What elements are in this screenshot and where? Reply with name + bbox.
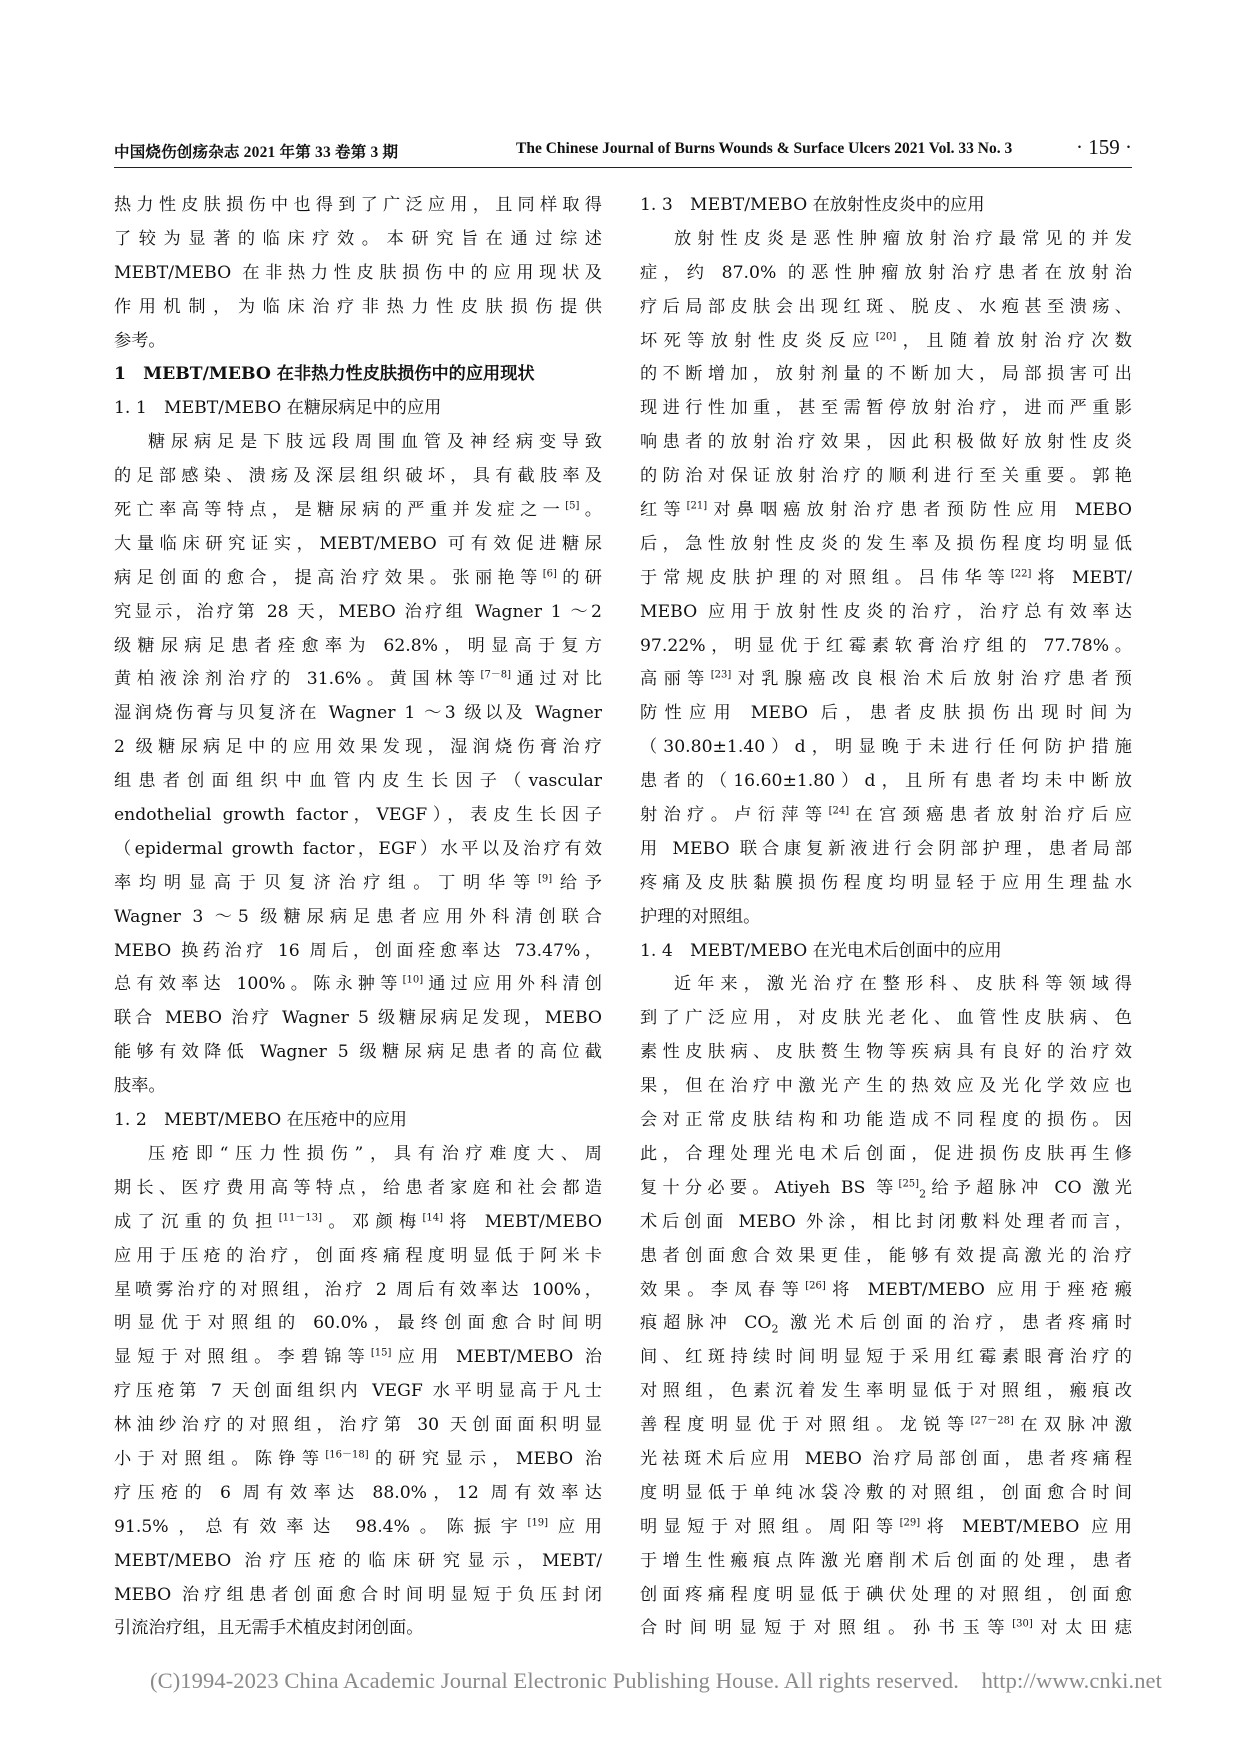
line-text: 红等	[640, 500, 687, 521]
line-text: 通过应用外科清创	[423, 974, 602, 995]
line-text: 应用于压疮的治疗，创面疼痛程度明显低于阿米卡	[114, 1245, 602, 1266]
line-text: 疗压疮第 7 天创面组织内 VEGF 水平明显高于凡士	[114, 1381, 602, 1402]
subscript: 2	[771, 1322, 779, 1336]
text-line	[640, 426, 1132, 460]
text-line	[640, 1138, 1132, 1172]
line-text: 糖尿病足是下肢远段周围血管及神经病变导致	[148, 432, 602, 453]
text-line	[114, 867, 602, 901]
line-text: 1. 4 MEBT/MEBO 在光电术后创面中的应用	[640, 940, 1002, 961]
text-line	[640, 223, 1132, 257]
line-text: 高丽等	[640, 669, 711, 690]
line-text: 放射性皮炎是恶性肿瘤放射治疗最常见的并发	[674, 228, 1132, 249]
line-text: 射治疗。卢衍萍等	[640, 805, 829, 826]
line-text: 给予超脉冲 CO	[926, 1177, 1082, 1198]
line-text: 参考。	[114, 330, 166, 351]
text-line	[114, 596, 602, 630]
text-line	[114, 731, 602, 765]
text-line	[640, 1409, 1132, 1443]
line-text: 创面疼痛程度明显低于碘伏处理的对照组，创面愈	[640, 1584, 1132, 1605]
line-text: 死亡率高等特点，是糖尿病的严重并发症之一	[114, 500, 566, 521]
citation-ref: [23]	[710, 669, 732, 681]
text-line	[114, 1206, 602, 1240]
line-text: 压疮即“压力性损伤”，具有治疗难度大、周	[148, 1143, 602, 1164]
line-text: 于增生性瘢痕点阵激光磨削术后创面的处理，患者	[640, 1550, 1132, 1571]
text-line	[114, 223, 602, 257]
text-line	[640, 935, 1132, 969]
text-line	[114, 799, 602, 833]
line-text: 响患者的放射治疗效果，因此积极做好放射性皮炎	[640, 432, 1132, 453]
citation-ref: [6]	[542, 568, 557, 580]
text-line	[114, 460, 602, 494]
line-text: （30.80±1.40）d，明显晚于未进行任何防护措施	[640, 737, 1132, 758]
line-text: 到了广泛应用，对皮肤光老化、血管性皮肤病、色	[640, 1008, 1132, 1029]
line-text: 会对正常皮肤结构和功能造成不同程度的损伤。因	[640, 1110, 1132, 1131]
text-line	[114, 528, 602, 562]
line-text: MEBO 应用于放射性皮炎的治疗，治疗总有效率达	[640, 601, 1132, 622]
text-line	[640, 968, 1132, 1002]
line-text: 组患者创面组织中血管内皮生长因子（vascular	[114, 771, 602, 792]
line-text: 引流治疗组，且无需手术植皮封闭创面。	[114, 1618, 424, 1639]
line-text: 的研究显示，MEBO 治	[368, 1448, 602, 1469]
copyright-footer: (C)1994-2023 China Academic Journal Electronic Publishing House. All rights reserved. http://www.cnki.net	[150, 1668, 1162, 1693]
line-text: 在宫颈癌患者放射治疗后应	[849, 805, 1132, 826]
line-text: 期长、医疗费用高等特点，给患者家庭和社会都造	[114, 1177, 602, 1198]
line-text: 的防治对保证放射治疗的顺利进行至关重要。郭艳	[640, 466, 1132, 487]
line-text: 合时间明显短于对照组。孙书玉等	[640, 1618, 1013, 1639]
line-text: 患者创面愈合效果更佳，能够有效提高激光的治疗	[640, 1245, 1132, 1266]
text-line	[114, 494, 602, 528]
line-text: 应用	[548, 1516, 602, 1537]
text-line	[640, 528, 1132, 562]
line-text: 近年来，激光治疗在整形科、皮肤科等领域得	[674, 974, 1132, 995]
line-text: 对乳腺癌改良根治术后放射治疗患者预	[731, 669, 1132, 690]
text-line	[640, 392, 1132, 426]
line-text: 究显示，治疗第 28 天，MEBO 治疗组 Wagner 1 ～2	[114, 601, 602, 622]
line-text: 黄柏液涂剂治疗的 31.6%。黄国林等	[114, 669, 481, 690]
page-number: · 159 ·	[1076, 135, 1132, 159]
line-text: 。	[579, 500, 602, 521]
text-line	[114, 1274, 602, 1308]
text-line	[114, 968, 602, 1002]
text-line	[114, 392, 602, 426]
text-line	[640, 1307, 1132, 1341]
line-text: 用 MEBO 联合康复新液进行会阴部护理，患者局部	[640, 838, 1132, 859]
text-line	[640, 765, 1132, 799]
citation-ref: [7－8]	[480, 669, 512, 681]
text-line	[114, 901, 602, 935]
line-text: 给予	[552, 872, 602, 893]
text-line	[114, 1240, 602, 1274]
line-text: 作用机制，为临床治疗非热力性皮肤损伤提供	[114, 296, 602, 317]
citation-ref: [9]	[537, 873, 553, 885]
line-text: 度明显低于单纯冰袋冷敷的对照组，创面愈合时间	[640, 1482, 1132, 1503]
text-line	[640, 630, 1132, 664]
line-text: 病足创面的愈合，提高治疗效果。张丽艳等	[114, 567, 543, 588]
text-line	[640, 1443, 1132, 1477]
text-line	[114, 1307, 602, 1341]
line-text: 坏死等放射性皮炎反应	[640, 330, 876, 351]
line-text: 湿润烧伤膏与贝复济在 Wagner 1 ～3 级以及 Wagner	[114, 703, 602, 724]
line-text: 防性应用 MEBO 后，患者皮肤损伤出现时间为	[640, 703, 1132, 724]
text-line	[640, 1545, 1132, 1579]
line-text: 疗压疮的 6 周有效率达 88.0%，12 周有效率达	[114, 1482, 602, 1503]
text-line	[114, 833, 602, 867]
text-line	[640, 697, 1132, 731]
line-text: 明显优于对照组的 60.0%，最终创面愈合时间明	[114, 1313, 602, 1334]
journal-title-cn: 中国烧伤创疡杂志 2021 年第 33 卷第 3 期	[114, 144, 399, 161]
line-text: 将 MEBT/MEBO 应用于痤疮瘢	[825, 1279, 1132, 1300]
text-line	[114, 1036, 602, 1070]
text-line	[640, 494, 1132, 528]
text-line	[114, 630, 602, 664]
line-text: 现进行性加重，甚至需暂停放射治疗，进而严重影	[640, 398, 1132, 419]
line-text: MEBO 治疗组患者创面愈合时间明显短于负压封闭	[114, 1584, 602, 1605]
text-line	[114, 1002, 602, 1036]
line-text: 将 MEBT/	[1031, 567, 1132, 588]
citation-ref: [20]	[875, 330, 897, 342]
line-text: 将 MEBT/MEBO	[443, 1211, 602, 1232]
line-text: 通过对比	[511, 669, 602, 690]
text-line	[640, 596, 1132, 630]
journal-title-en: The Chinese Journal of Burns Wounds & Surface Ulcers 2021 Vol. 33 No. 3	[516, 140, 1013, 157]
line-text: 小于对照组。陈铮等	[114, 1448, 326, 1469]
text-line	[640, 663, 1132, 697]
text-line	[640, 1172, 1132, 1206]
line-text: 疼痛及皮肤黏膜损伤程度均明显轻于应用生理盐水	[640, 872, 1132, 893]
text-line	[114, 1511, 602, 1545]
line-text: 显短于对照组。李碧锦等	[114, 1347, 371, 1368]
line-text: 91.5%，总有效率达 98.4%。陈振宇	[114, 1516, 528, 1537]
text-line	[640, 1477, 1132, 1511]
citation-ref: [26]	[805, 1279, 826, 1291]
text-line	[114, 765, 602, 799]
text-line	[640, 1375, 1132, 1409]
left-column	[114, 189, 602, 1646]
line-text: （epidermal growth factor，EGF）水平以及治疗有效	[114, 838, 602, 859]
line-text: 星喷雾治疗的对照组，治疗 2 周后有效率达 100%，	[114, 1279, 602, 1300]
text-line	[114, 1409, 602, 1443]
citation-ref: [25]	[898, 1178, 920, 1190]
line-text: 97.22%，明显优于红霉素软膏治疗组的 77.78%。	[640, 635, 1132, 656]
text-line	[114, 1104, 602, 1138]
text-line	[640, 1002, 1132, 1036]
text-line	[114, 1545, 602, 1579]
line-text: MEBT/MEBO 治疗压疮的临床研究显示，MEBT/	[114, 1550, 602, 1571]
line-text: 激光术后创面的治疗，患者疼痛时	[778, 1313, 1132, 1334]
citation-ref: [22]	[1010, 568, 1032, 580]
text-line	[640, 867, 1132, 901]
text-line	[640, 460, 1132, 494]
citation-ref: [29]	[899, 1517, 921, 1528]
text-line	[114, 1477, 602, 1511]
line-text: 联合 MEBO 治疗 Wagner 5 级糖尿病足发现，MEBO	[114, 1008, 602, 1029]
line-text: 1. 3 MEBT/MEBO 在放射性皮炎中的应用	[640, 195, 985, 215]
line-text: 级糖尿病足患者痊愈率为 62.8%，明显高于复方	[114, 635, 602, 656]
line-text: 林油纱治疗的对照组，治疗第 30 天创面面积明显	[114, 1415, 602, 1436]
text-line	[114, 257, 602, 291]
text-line	[640, 799, 1132, 833]
text-line	[640, 1036, 1132, 1070]
line-text: 术后创面 MEBO 外涂，相比封闭敷料处理者而言，	[640, 1211, 1132, 1232]
citation-ref: [24]	[828, 805, 850, 817]
right-column	[640, 189, 1132, 1646]
line-text: 1. 1 MEBT/MEBO 在糖尿病足中的应用	[114, 398, 442, 419]
section-heading	[114, 358, 602, 392]
line-text: 对照组，色素沉着发生率明显低于对照组，瘢痕改	[640, 1381, 1132, 1402]
text-line	[640, 562, 1132, 596]
citation-ref: [27－28]	[970, 1415, 1014, 1427]
text-line	[114, 1341, 602, 1375]
line-text: Wagner 3 ～5 级糖尿病足患者应用外科清创联合	[114, 906, 602, 927]
citation-ref: [21]	[686, 500, 708, 512]
text-line	[640, 1612, 1132, 1646]
line-text: 效果。李凤春等	[640, 1279, 806, 1300]
line-text: 护理的对照组。	[640, 906, 761, 927]
text-line	[114, 1443, 602, 1477]
text-line	[114, 562, 602, 596]
line-text: 对鼻咽癌放射治疗患者预防性应用 MEBO	[707, 500, 1132, 521]
line-text: 大量临床研究证实，MEBT/MEBO 可有效促进糖尿	[114, 533, 602, 554]
text-line	[114, 697, 602, 731]
text-line	[114, 1138, 602, 1172]
line-text: 激光	[1081, 1177, 1132, 1198]
text-line	[640, 358, 1132, 392]
subscript: 2	[919, 1187, 927, 1201]
line-text: 善程度明显优于对照组。龙锐等	[640, 1415, 971, 1436]
text-line	[640, 1579, 1132, 1613]
line-text: 果，但在治疗中激光产生的热效应及光化学效应也	[640, 1076, 1132, 1097]
line-text: 光祛斑术后应用 MEBO 治疗局部创面，患者疼痛程	[640, 1448, 1132, 1469]
line-text: 1. 2 MEBT/MEBO 在压疮中的应用	[114, 1110, 407, 1131]
line-text: 将 MEBT/MEBO 应用	[920, 1516, 1132, 1537]
line-text: 1 MEBT/MEBO 在非热力性皮肤损伤中的应用现状	[114, 364, 535, 385]
citation-ref: [5]	[565, 500, 580, 512]
line-text: 明显短于对照组。周阳等	[640, 1516, 900, 1537]
line-text: 对太田痣	[1032, 1618, 1132, 1639]
line-text: 症，约 87.0% 的恶性肿瘤放射治疗患者在放射治	[640, 262, 1132, 283]
line-text: 2 级糖尿病足中的应用效果发现，湿润烧伤膏治疗	[114, 737, 602, 758]
line-text: 能够有效降低 Wagner 5 级糖尿病足患者的高位截	[114, 1042, 602, 1063]
text-line	[640, 189, 1132, 223]
text-line	[640, 731, 1132, 765]
citation-ref: [14]	[422, 1211, 444, 1223]
line-text: MEBO 换药治疗 16 周后，创面痊愈率达 73.47%，	[114, 940, 602, 961]
text-line	[114, 1375, 602, 1409]
line-text: 患者的（16.60±1.80）d，且所有患者均未中断放	[640, 771, 1132, 792]
line-text: 的研	[556, 567, 602, 588]
text-line	[640, 257, 1132, 291]
text-line	[640, 901, 1132, 935]
line-text: 于常规皮肤护理的对照组。吕伟华等	[640, 567, 1011, 588]
citation-ref: [16－18]	[325, 1449, 369, 1461]
line-text: 痕超脉冲 CO	[640, 1313, 772, 1334]
line-text: 的不断增加，放射剂量的不断加大，局部损害可出	[640, 364, 1132, 385]
text-line	[114, 1612, 602, 1646]
line-text: 率均明显高于贝复济治疗组。丁明华等	[114, 872, 538, 893]
line-text: 肢率。	[114, 1076, 166, 1097]
line-text: ，且随着放射治疗次数	[896, 330, 1132, 351]
line-text: 复十分必要。Atiyeh BS 等	[640, 1177, 899, 1198]
citation-ref: [11－13]	[278, 1211, 323, 1223]
citation-ref: [19]	[527, 1517, 549, 1528]
text-line	[640, 1104, 1132, 1138]
text-line	[640, 1341, 1132, 1375]
text-line	[114, 291, 602, 325]
line-text: 成了沉重的负担	[114, 1211, 279, 1232]
text-line	[640, 291, 1132, 325]
running-header	[114, 133, 1132, 168]
text-line	[640, 1206, 1132, 1240]
line-text: endothelial growth factor，VEGF），表皮生长因子	[114, 805, 602, 826]
line-text: 在双脉冲激	[1013, 1415, 1132, 1436]
line-text: 应用 MEBT/MEBO 治	[391, 1347, 602, 1368]
line-text: 的足部感染、溃疡及深层组织破坏，具有截肢率及	[114, 466, 602, 487]
text-line	[114, 935, 602, 969]
text-line	[114, 663, 602, 697]
line-text: 。邓颜梅	[322, 1211, 423, 1232]
citation-ref: [30]	[1012, 1618, 1033, 1630]
text-line	[114, 325, 602, 359]
citation-ref: [10]	[402, 974, 424, 986]
line-text: 素性皮肤病、皮肤赘生物等疾病具有良好的治疗效	[640, 1042, 1132, 1063]
text-line	[640, 1240, 1132, 1274]
text-line	[640, 833, 1132, 867]
line-text: 此，合理处理光电术后创面，促进损伤皮肤再生修	[640, 1143, 1132, 1164]
text-line	[640, 325, 1132, 359]
line-text: 了较为显著的临床疗效。本研究旨在通过综述	[114, 228, 602, 249]
citation-ref: [15]	[370, 1347, 392, 1359]
line-text: 总有效率达 100%。陈永翀等	[114, 974, 403, 995]
text-line	[640, 1511, 1132, 1545]
text-line	[114, 189, 602, 223]
line-text: 疗后局部皮肤会出现红斑、脱皮、水疱甚至溃疡、	[640, 296, 1132, 317]
text-line	[640, 1070, 1132, 1104]
line-text: 间、红斑持续时间明显短于采用红霉素眼膏治疗的	[640, 1347, 1132, 1368]
line-text: 热力性皮肤损伤中也得到了广泛应用，且同样取得	[114, 195, 602, 215]
text-line	[114, 1172, 602, 1206]
text-line	[114, 1070, 602, 1104]
text-line	[114, 426, 602, 460]
text-line	[114, 1579, 602, 1613]
text-line	[640, 1274, 1132, 1308]
line-text: 后，急性放射性皮炎的发生率及损伤程度均明显低	[640, 533, 1132, 554]
line-text: MEBT/MEBO 在非热力性皮肤损伤中的应用现状及	[114, 262, 602, 283]
